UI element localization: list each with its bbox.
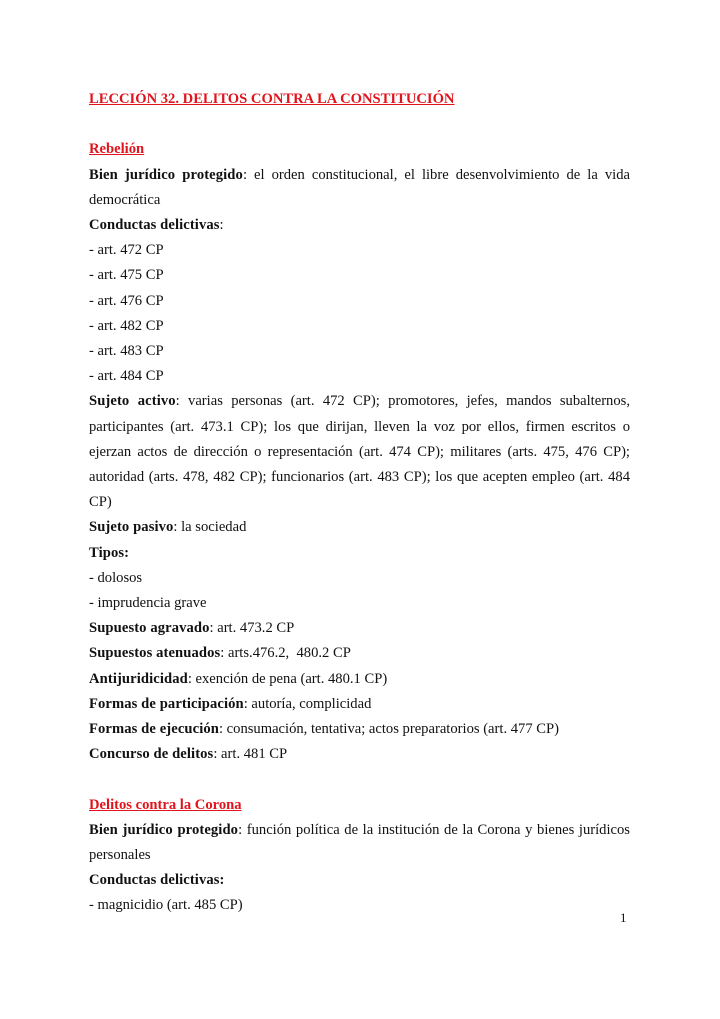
conducta-item: - art. 483 CP: [89, 343, 164, 359]
concurso-text: : art. 481 CP: [213, 746, 288, 763]
sujeto-activo-text: : varias personas (art. 472 CP); promotores, jefes, mandos subalternos, participantes (art. 473.1 CP); los que dirijan, lleven la voz por ellos, firmen escritos o ejerzan actos de dirección o representación (art. 474 CP); militares (arts. 475, 476 CP); autoridad (arts. 478, 482 CP); funcionarios (art. 483 CP); los que acepten empleo (art. 484 CP): [89, 393, 630, 511]
antijuridicidad-text: : exención de pena (art. 480.1 CP): [187, 670, 388, 687]
formas-participacion-label: Formas de participación: [89, 695, 244, 712]
corona-bien-juridico-label: Bien jurídico protegido: [89, 821, 239, 838]
conducta-item: - art. 484 CP: [89, 368, 164, 385]
spacer: [89, 112, 630, 137]
conductas-heading: [89, 213, 630, 238]
sujeto-activo-paragraph: [89, 389, 630, 515]
supuesto-agravado-paragraph: [89, 616, 630, 641]
formas-ejecucion-label: Formas de ejecución: [89, 721, 219, 738]
sujeto-pasivo-paragraph: [89, 515, 630, 540]
antijuridicidad-label: Antijuridicidad: [89, 670, 188, 687]
formas-ejecucion-text: : consumación, tentativa; actos preparatorios (art. 477 CP): [218, 721, 559, 738]
supuestos-atenuados-text: : arts.476.2, 480.2 CP: [220, 645, 351, 662]
conducta-item: - art. 482 CP: [89, 317, 164, 334]
corona-conductas-heading: [89, 868, 630, 893]
corona-conducta-item: - magnicidio (art. 485 CP): [89, 897, 243, 914]
supuestos-atenuados-paragraph: [89, 641, 630, 666]
section-title-corona: Delitos contra la Corona: [89, 796, 242, 813]
conductas-label-suffix: :: [219, 216, 224, 233]
corona-conductas-label: Conductas delictivas:: [89, 872, 225, 889]
tipo-item: - imprudencia grave: [89, 595, 207, 612]
page-content: [89, 87, 630, 919]
formas-ejecucion-paragraph: [89, 717, 630, 742]
sujeto-pasivo-text: : la sociedad: [173, 519, 247, 536]
bien-juridico-label: Bien jurídico protegido: [89, 166, 243, 183]
page-number: 1: [620, 910, 627, 925]
antijuridicidad-paragraph: [89, 667, 630, 692]
corona-bien-juridico-text: : función política de la institución de la Corona y bienes jurídicos personales: [89, 821, 630, 864]
conducta-item: - art. 475 CP: [89, 267, 164, 284]
supuestos-atenuados-label: Supuestos atenuados: [89, 645, 221, 662]
conductas-label: Conductas delictivas: [89, 216, 220, 233]
concurso-paragraph: [89, 742, 630, 767]
bien-juridico-text: : el orden constitucional, el libre desenvolvimiento de la vida democrática: [89, 166, 630, 208]
lesson-title: LECCIÓN 32. DELITOS CONTRA LA CONSTITUCIÓN: [89, 91, 455, 107]
sujeto-activo-label: Sujeto activo: [89, 393, 176, 410]
bien-juridico-paragraph: [89, 163, 630, 213]
supuesto-agravado-text: : art. 473.2 CP: [209, 620, 295, 637]
conducta-item: - art. 476 CP: [89, 292, 164, 309]
spacer: [89, 767, 630, 792]
corona-bien-juridico-paragraph: [89, 818, 630, 868]
formas-participacion-paragraph: [89, 692, 630, 717]
tipos-heading: [89, 541, 630, 566]
tipo-item: - dolosos: [89, 569, 143, 586]
formas-participacion-text: : autoría, complicidad: [243, 695, 372, 712]
tipos-label: Tipos:: [89, 544, 130, 561]
supuesto-agravado-label: Supuesto agravado: [89, 620, 210, 637]
concurso-label: Concurso de delitos: [89, 746, 214, 763]
sujeto-pasivo-label: Sujeto pasivo: [89, 519, 174, 536]
section-title-rebelion: Rebelión: [89, 141, 145, 158]
conducta-item: - art. 472 CP: [89, 242, 164, 259]
